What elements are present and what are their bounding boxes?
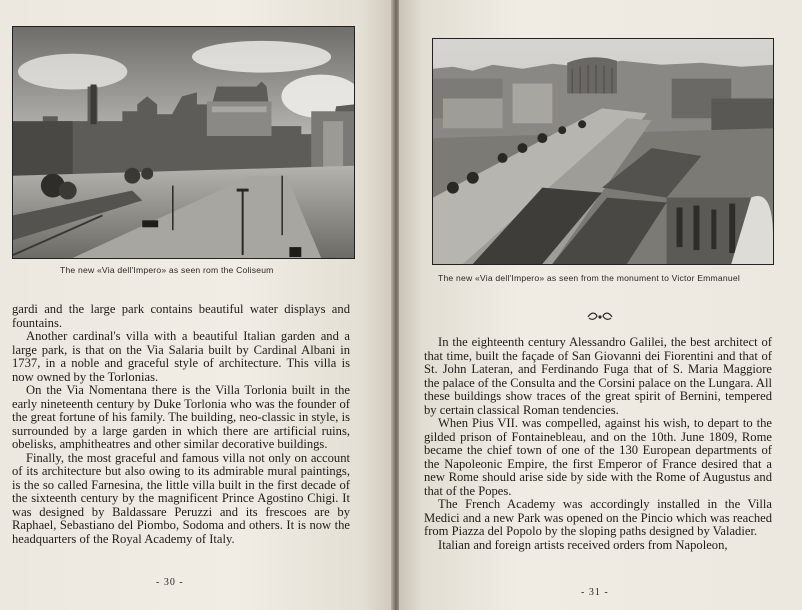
photo-via-dell-impero-from-victor-emmanuel: [432, 38, 774, 265]
photo-left-image: [13, 27, 354, 258]
paragraph: gardi and the large park contains beautiful water displays and fountains.: [12, 302, 350, 330]
photo-via-dell-impero-from-coliseum: [12, 26, 355, 259]
body-text-right: [424, 336, 772, 552]
page-number: - 30 -: [156, 577, 184, 588]
paragraph: Another cardinal's villa with a beautiful Italian garden and a large park, is that on the Via Salaria built by Cardinal Albani in 1737, in a noble and graceful style of architecture. This villa is now owned by the Torlonias.: [12, 329, 350, 384]
photo-caption: The new «Via dell'Impero» as seen from the monument to Victor Emmanuel: [438, 273, 740, 283]
paragraph: On the Via Nomentana there is the Villa Torlonia built in the early nineteenth century by Duke Torlonia who was the founder of the great fortune of his family. The building, neo-classic in style, is surrounded by a large garden in which there are artificial ruins, obelisks, amphitheatres and other similar decorative buildings.: [12, 383, 350, 451]
page-number: - 31 -: [581, 587, 609, 598]
paragraph: When Pius VII. was compelled, against his wish, to depart to the gilded prison of Fontainebleau, and on the 10th. June 1809, Rome became the chief town of one of the 130 European departments of the Napoleonic Empire, the first Emperor of France desired that a new Rome should arise side by side with the Rome of Augustus and that of the Popes.: [424, 416, 772, 498]
photo-caption: The new «Via dell'Impero» as seen rom the Coliseum: [60, 265, 274, 275]
ornament-flourish-icon: [585, 310, 615, 324]
body-text-left: [12, 303, 350, 546]
left-page: [0, 0, 393, 610]
paragraph: Finally, the most graceful and famous villa not only on account of its architecture but also owing to its admirable mural paintings, is the so called Farnesina, the little villa built in the first decade of the sixteenth century by the magnificent Prince Agostino Chigi. It was designed by Baldassare Peruzzi and its frescoes are by Raphael, Sebastiano del Piombo, Sodoma and others. It is now the headquarters of the Royal Academy of Italy.: [12, 450, 350, 546]
photo-right-image: [433, 39, 773, 264]
paragraph: The French Academy was accordingly installed in the Villa Medici and a new Park was opened on the Pincio which was reached from Piazza del Popolo by the sloping paths designed by Valadier.: [424, 497, 772, 538]
paragraph: In the eighteenth century Alessandro Galilei, the best architect of that time, built the façade of San Giovanni dei Fiorentini and that of St. John Lateran, and Ferdinando Fuga that of S. Maria Maggiore the palace of the Consulta and the Corsini palace on the Lungara. All these buildings show traces of the great spirit of Bernini, tempered by certain classical Roman tendencies.: [424, 335, 772, 417]
paragraph: Italian and foreign artists received orders from Napoleon,: [438, 537, 728, 552]
